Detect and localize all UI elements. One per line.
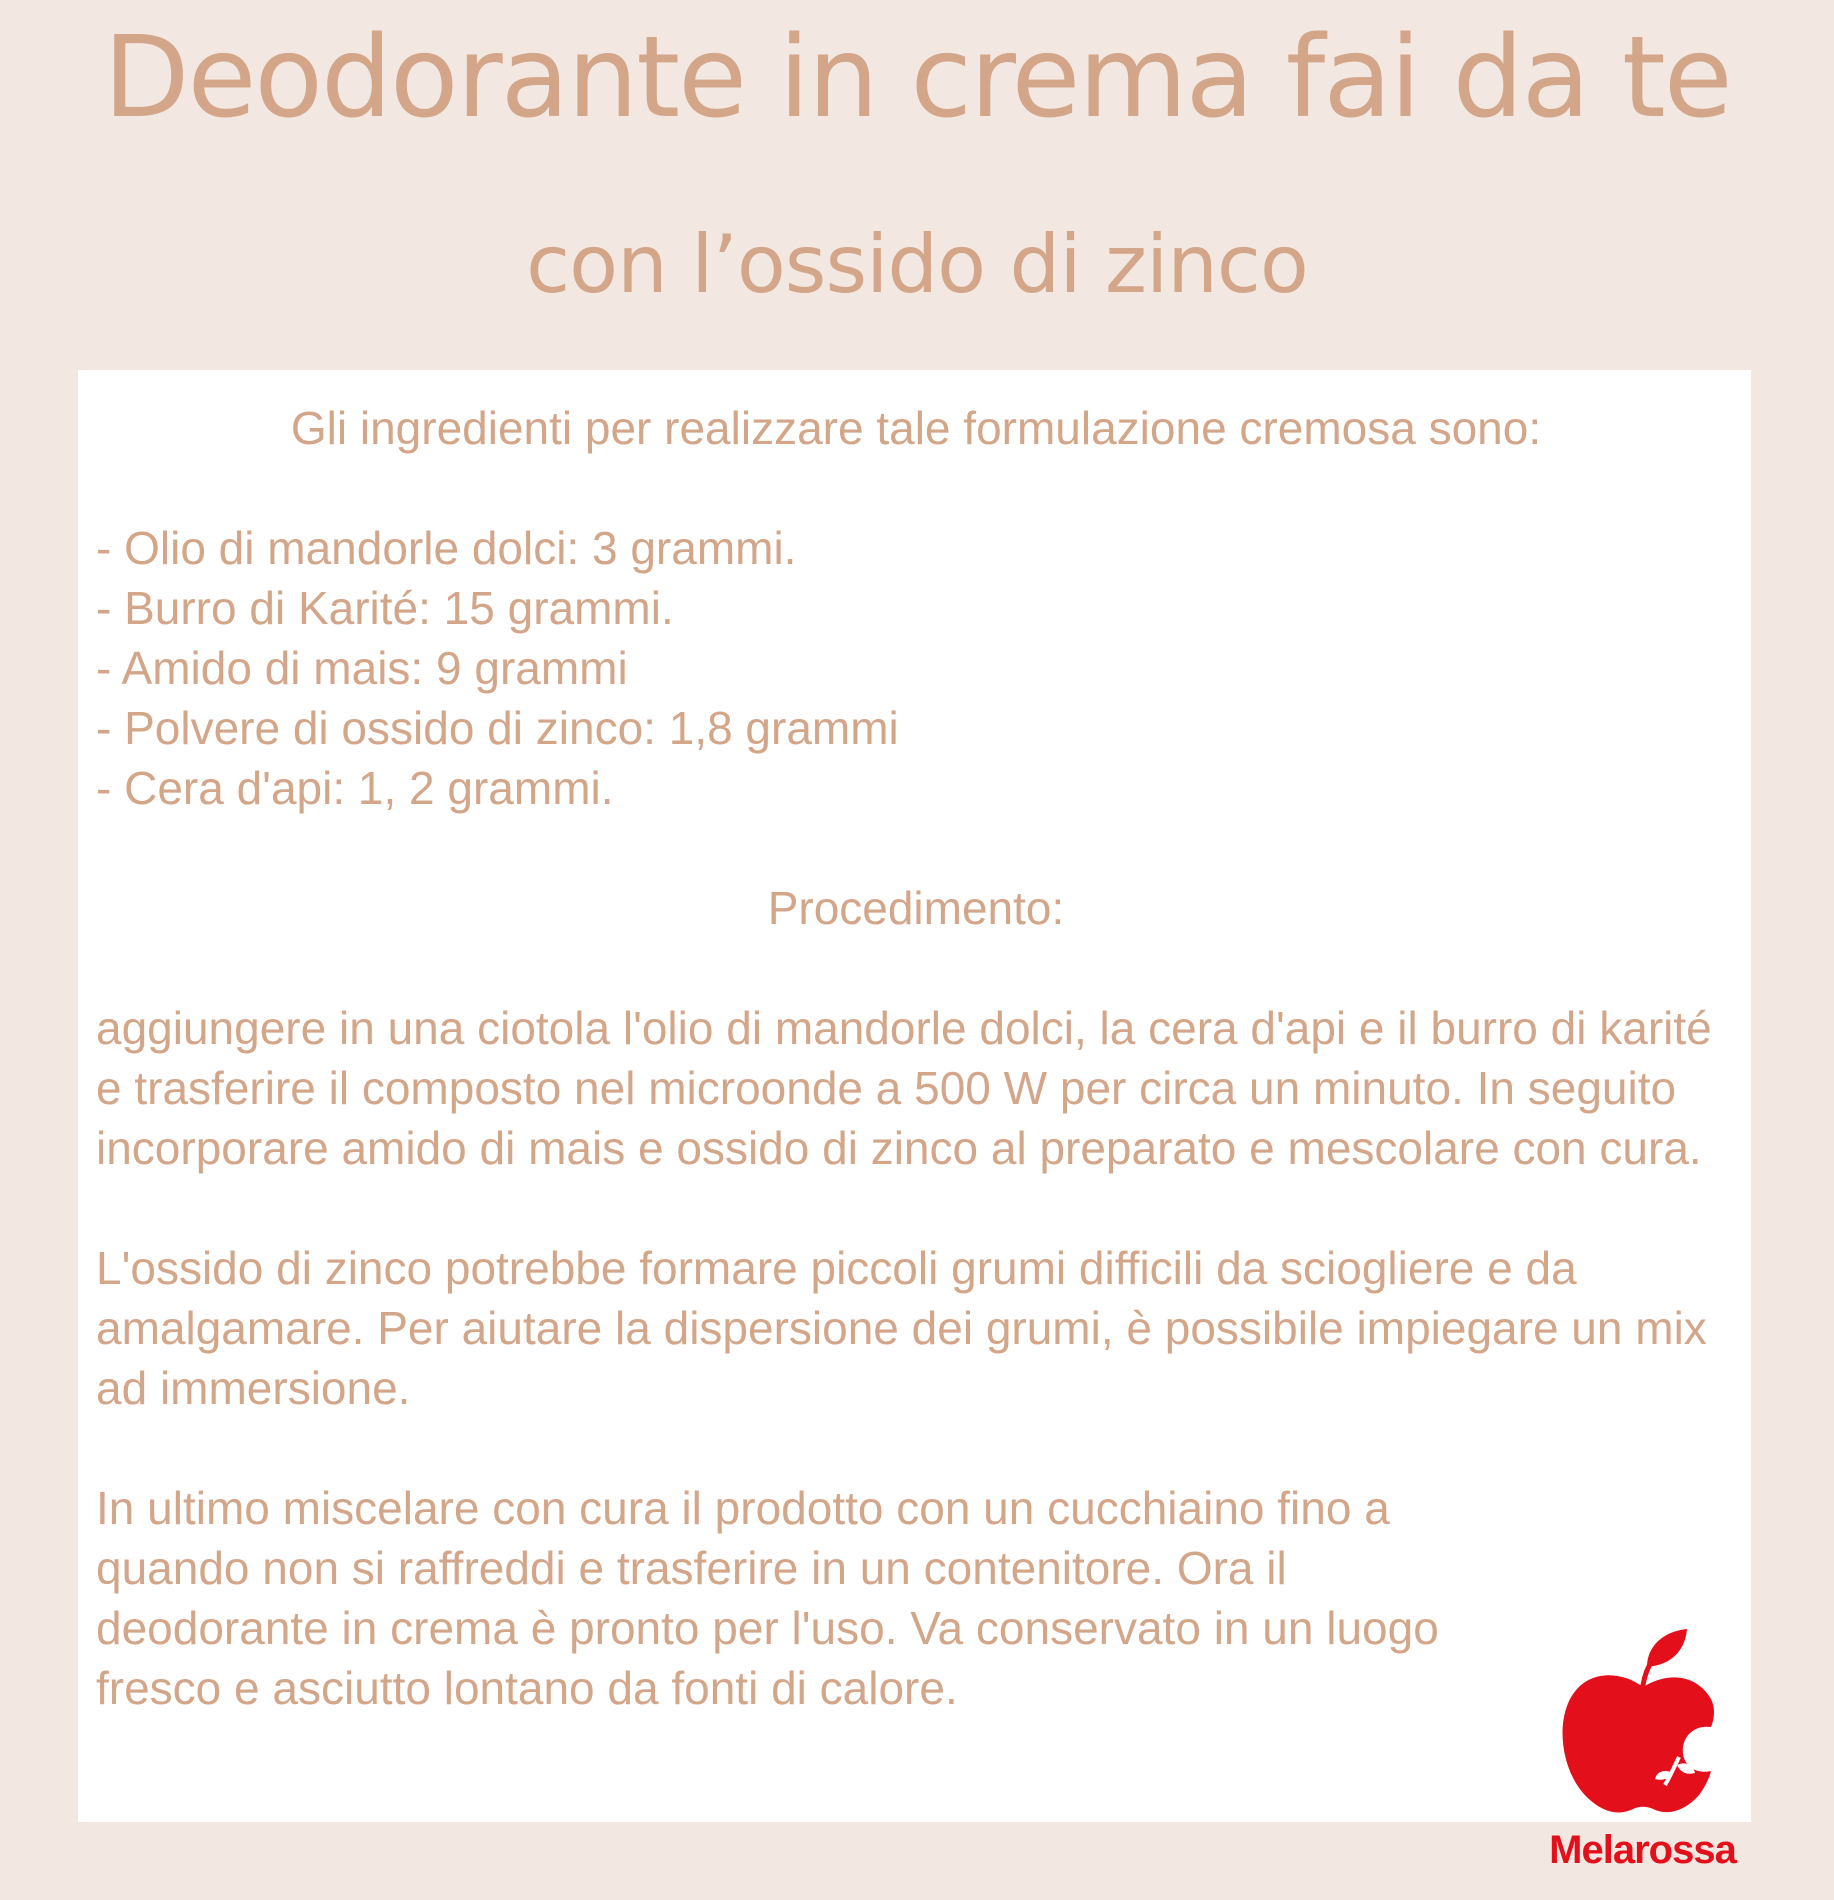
ingredients-list — [96, 518, 1736, 818]
melarossa-logo — [1525, 1625, 1760, 1895]
procedure-heading: Procedimento: — [767, 882, 1065, 934]
logo-text: Melarossa — [1549, 1828, 1736, 1872]
list-item: - Olio di mandorle dolci: 3 grammi. — [96, 522, 797, 574]
content-card — [78, 370, 1751, 1822]
list-item: - Burro di Karité: 15 grammi. — [96, 582, 674, 634]
list-item: - Polvere di ossido di zinco: 1,8 grammi — [96, 702, 899, 754]
procedure-paragraph: L'ossido di zinco potrebbe formare piccoli grumi difficili da sciogliere e da amalgamare. Per aiutare la dispersione dei grumi, è possibile impiegare un mix ad immersione. — [96, 1242, 1707, 1414]
list-item: - Amido di mais: 9 grammi — [96, 642, 628, 694]
apple-icon — [1525, 1625, 1760, 1825]
page-subtitle: con l’ossido di zinco — [526, 218, 1308, 311]
page-title: Deodorante in crema fai da te — [103, 13, 1731, 143]
list-item: - Cera d'api: 1, 2 grammi. — [96, 762, 614, 814]
procedure-paragraph: aggiungere in una ciotola l'olio di mandorle dolci, la cera d'api e il burro di karité e trasferire il composto nel microonde a 500 W per circa un minuto. In seguito incorporare amido di mais e ossido di zinco al preparato e mescolare con cura. — [96, 1002, 1712, 1174]
ingredients-heading: Gli ingredienti per realizzare tale formulazione cremosa sono: — [290, 402, 1542, 454]
content-body — [96, 398, 1736, 1718]
procedure-paragraph: In ultimo miscelare con cura il prodotto con un cucchiaino fino a quando non si raffreddi e trasferire in un contenitore. Ora il deodorante in crema è pronto per l'uso. Va conservato in un luogo fresco e asciutto lontano da fonti di calore. — [96, 1482, 1439, 1714]
